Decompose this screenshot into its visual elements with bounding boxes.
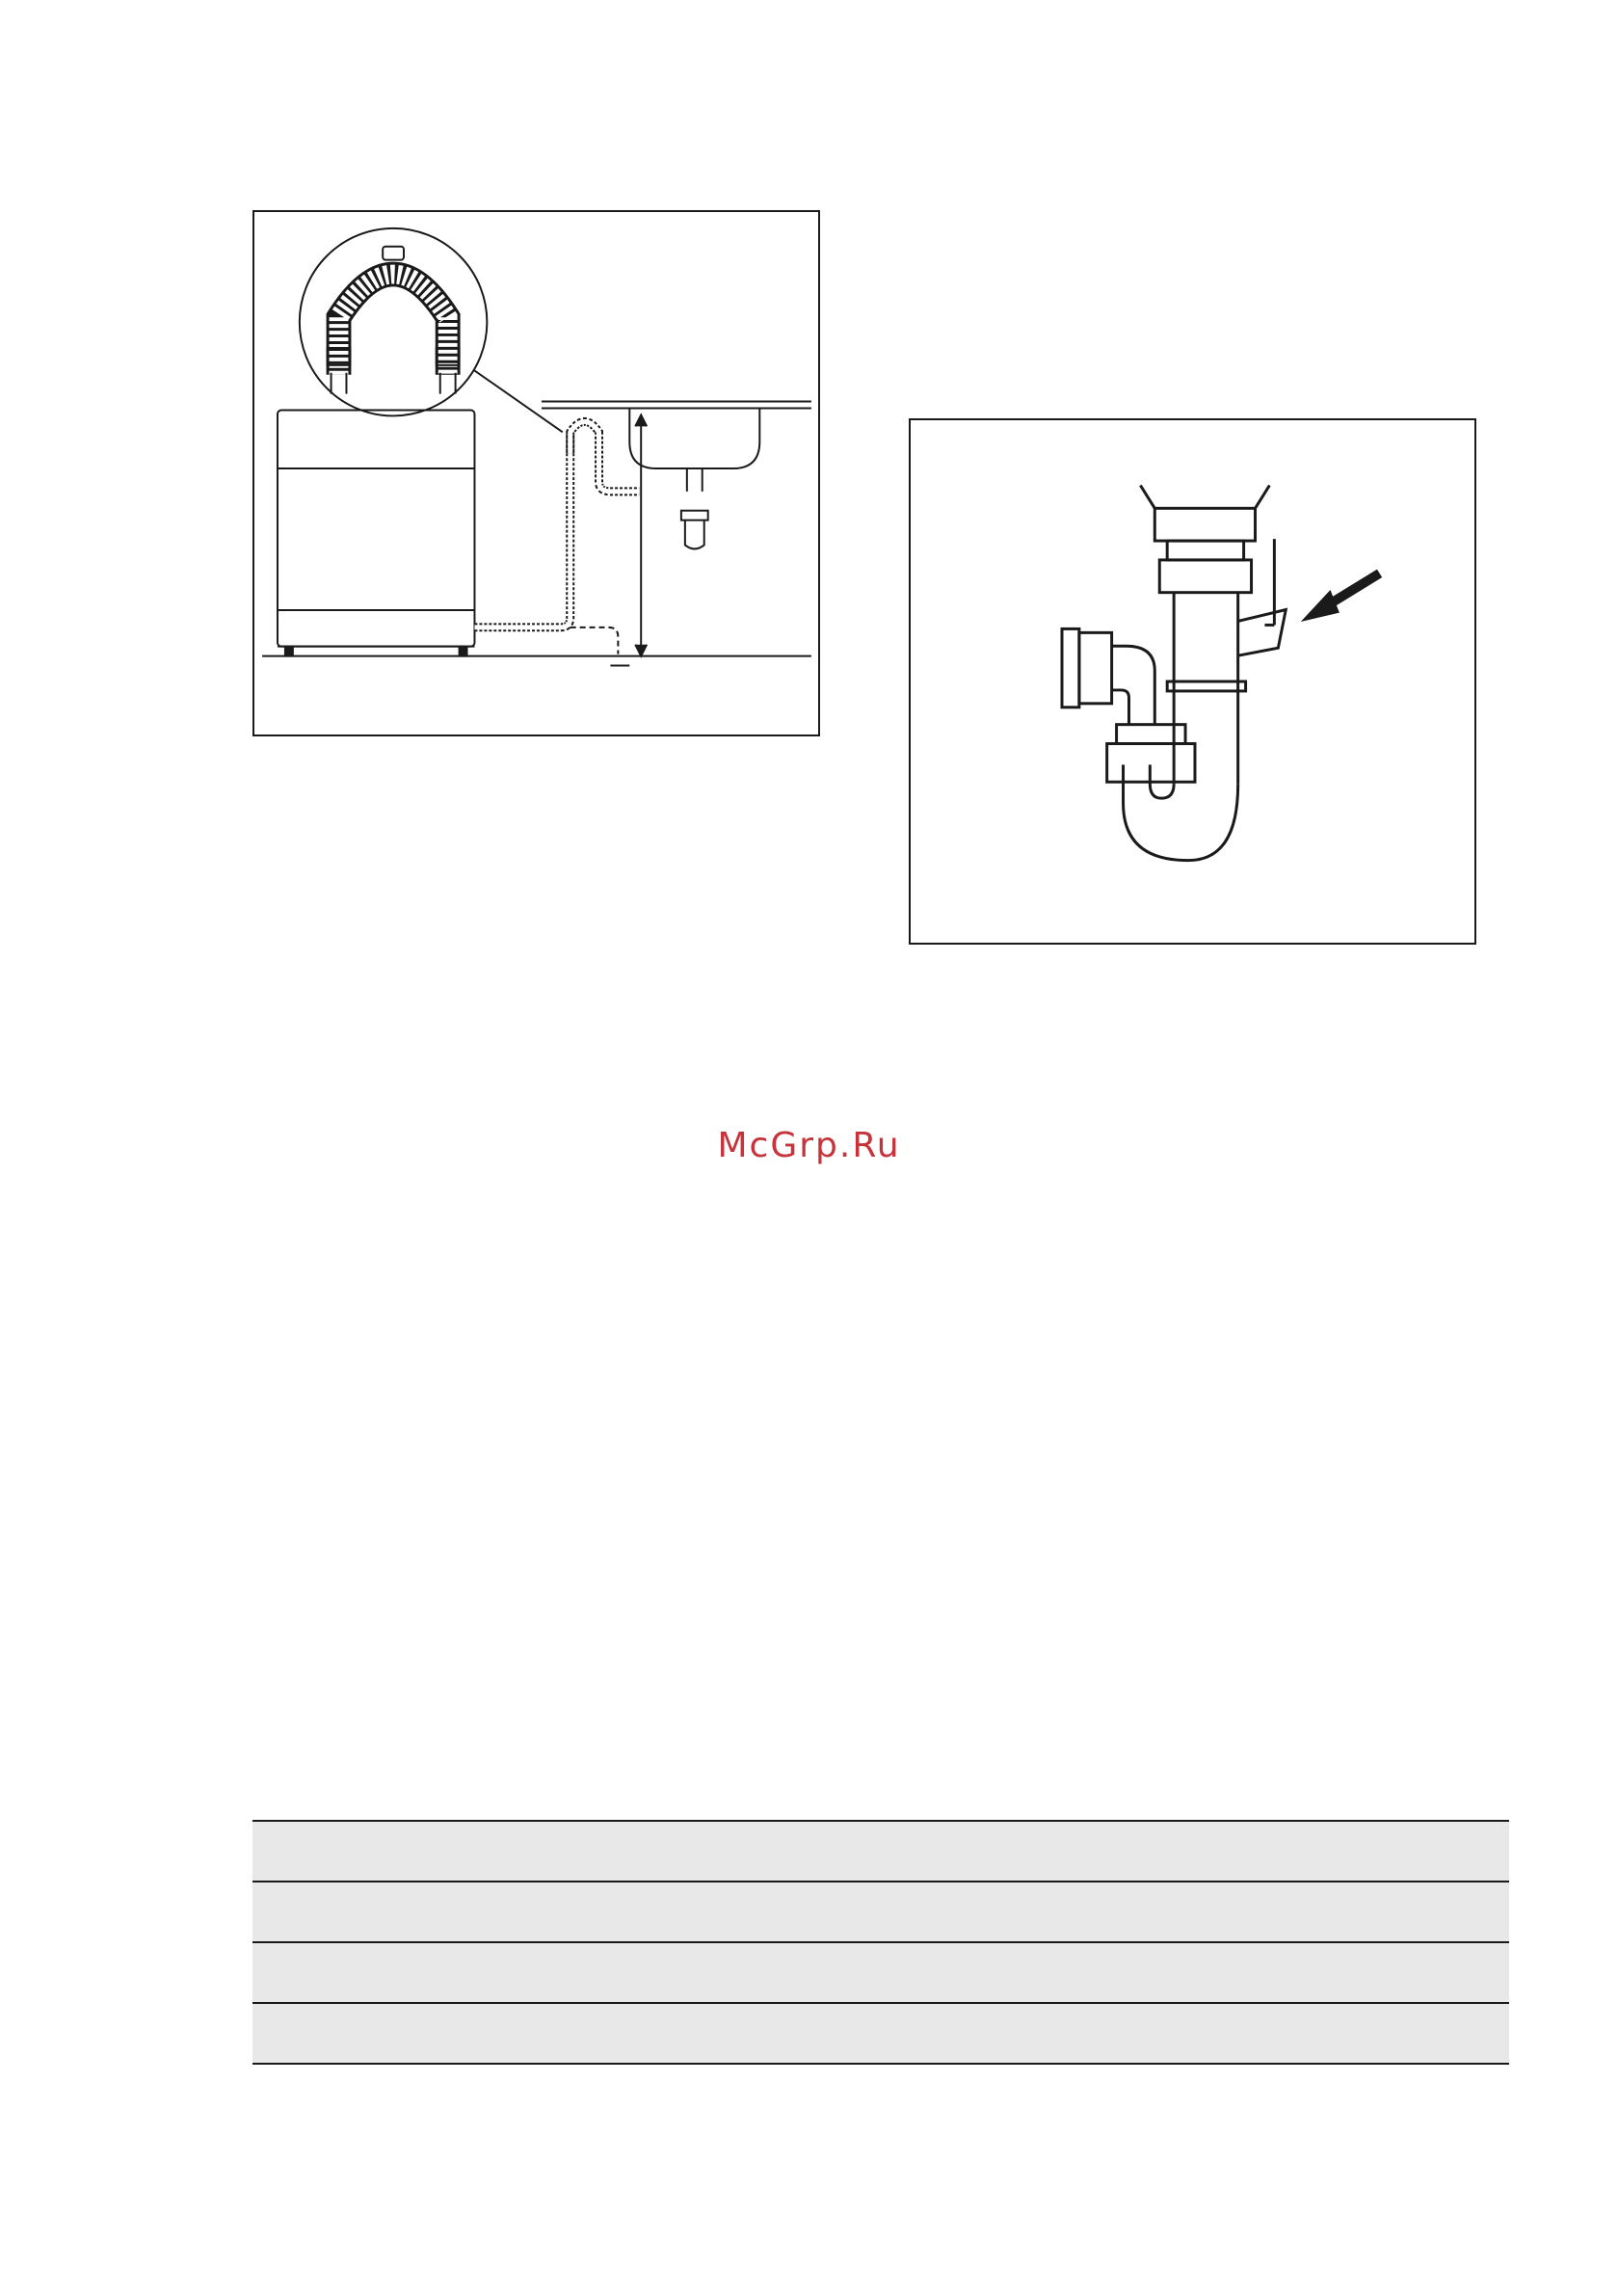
table-cell — [252, 1942, 1509, 2003]
watermark: McGrp.Ru — [717, 1126, 901, 1165]
table-cell — [252, 2003, 1509, 2064]
spec-table — [252, 1820, 1509, 2065]
table-row — [252, 2003, 1509, 2064]
drain-hose-diagram — [254, 212, 818, 734]
table-row — [252, 1942, 1509, 2003]
drain-hose-figure — [252, 210, 820, 736]
sink-trap-figure — [909, 418, 1476, 945]
table-row — [252, 1821, 1509, 1882]
table-row — [252, 1882, 1509, 1942]
sink-trap-diagram — [911, 420, 1474, 943]
table-cell — [252, 1882, 1509, 1942]
table-cell — [252, 1821, 1509, 1882]
